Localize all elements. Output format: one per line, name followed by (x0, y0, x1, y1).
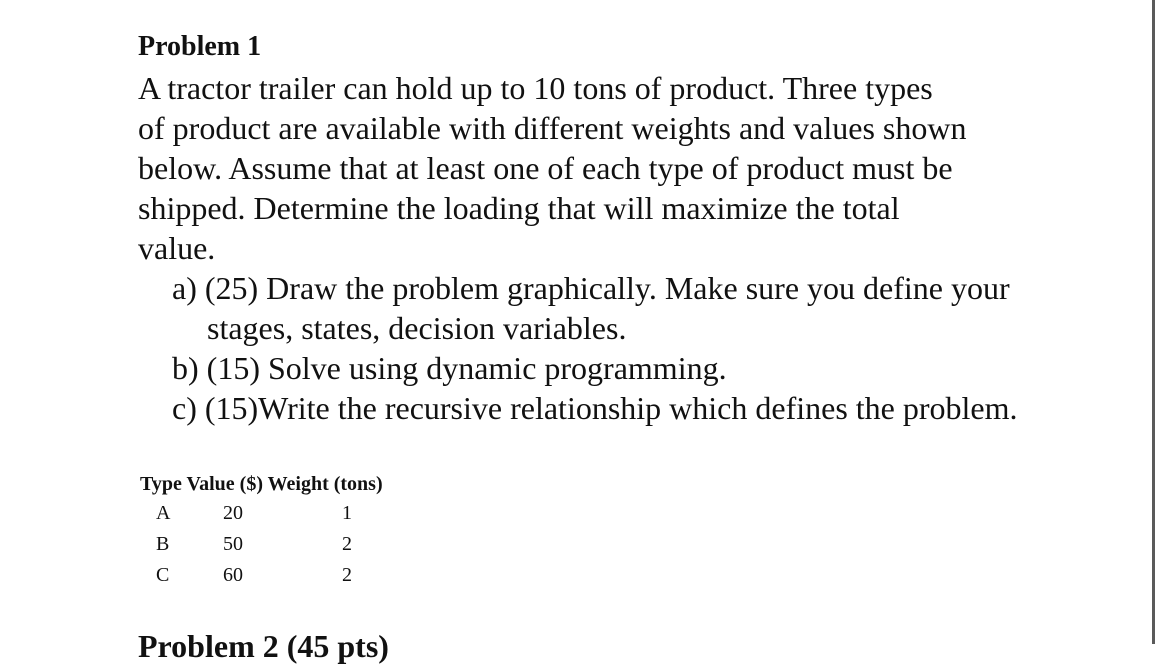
part-b: b) (15) Solve using dynamic programming. (172, 350, 727, 386)
problem-statement (138, 68, 1038, 268)
value-cell: 50 (223, 533, 243, 555)
statement-line: shipped. Determine the loading that will maximize the total (138, 190, 900, 226)
type-cell: B (156, 533, 170, 555)
type-cell: A (156, 502, 171, 524)
table-row (140, 529, 383, 560)
next-problem-heading: Problem 2 (45 pts) (138, 628, 389, 664)
product-table (140, 470, 383, 591)
weight-cell: 1 (342, 502, 352, 524)
problem-title: Problem 1 (138, 31, 262, 62)
table-row (140, 498, 383, 529)
statement-line: below. Assume that at least one of each type of product must be (138, 150, 953, 186)
part-a: a) (25) Draw the problem graphically. Make sure you define your stages, states, decision variables. (172, 270, 1010, 346)
weight-cell: 2 (342, 533, 352, 555)
statement-line: A tractor trailer can hold up to 10 tons of product. Three types (138, 70, 933, 106)
statement-line: value. (138, 230, 216, 266)
type-cell: C (156, 564, 170, 586)
value-cell: 60 (223, 564, 243, 586)
table-header: Type Value ($) Weight (tons) (140, 473, 383, 495)
statement-line: of product are available with different weights and values shown (138, 110, 967, 146)
weight-cell: 2 (342, 564, 352, 586)
value-cell: 20 (223, 502, 243, 524)
problem-parts-list (172, 268, 1052, 428)
part-c: c) (15)Write the recursive relationship which defines the problem. (172, 390, 1018, 426)
table-row (140, 560, 383, 591)
